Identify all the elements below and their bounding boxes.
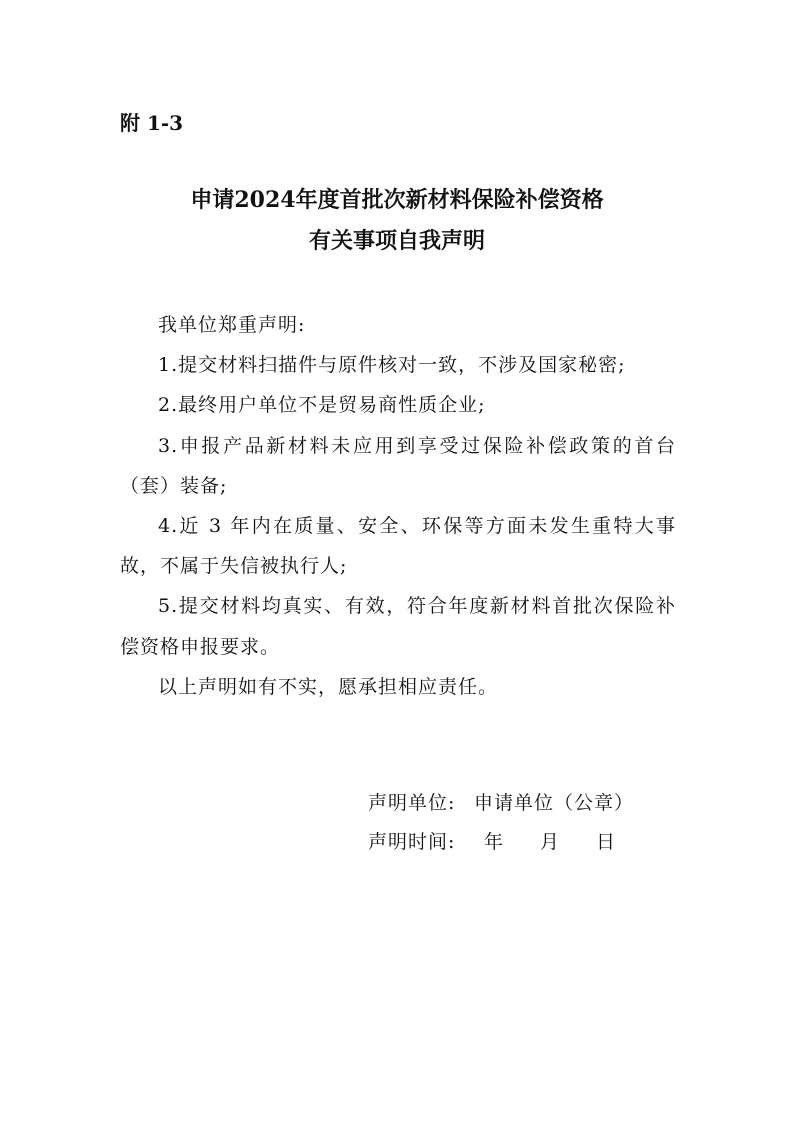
- declaration-intro: 我单位郑重声明:: [158, 314, 306, 336]
- declaration-item-3: 3.申报产品新材料未应用到享受过保险补偿政策的首台（套）装备;: [120, 434, 676, 497]
- document-title-line-2: 有关事项自我声明: [308, 228, 485, 254]
- document-title-line-1: 申请2024年度首批次新材料保险补偿资格: [190, 187, 604, 213]
- signature-time-label: 声明时间:: [368, 831, 456, 853]
- declaration-body: [120, 305, 676, 707]
- date-day-label: 日: [596, 831, 617, 853]
- date-year-label: 年: [484, 831, 505, 853]
- signature-unit-value: 申请单位（公章）: [474, 792, 635, 814]
- signature-unit-label: 声明单位:: [368, 792, 456, 814]
- declaration-item-5: 5.提交材料均真实、有效，符合年度新材料首批次保险补偿资格申报要求。: [120, 595, 676, 658]
- date-month-label: 月: [540, 831, 561, 853]
- signature-time-line: [368, 829, 616, 855]
- signature-unit-line: [368, 790, 634, 816]
- declaration-item-4: 4.近 3 年内在质量、安全、环保等方面未发生重特大事故，不属于失信被执行人;: [120, 515, 676, 578]
- declaration-item-2: 2.最终用户单位不是贸易商性质企业;: [158, 394, 486, 417]
- attachment-label: 附 1-3: [120, 111, 184, 135]
- declaration-closing: 以上声明如有不实，愿承担相应责任。: [158, 675, 499, 698]
- declaration-item-1: 1.提交材料扫描件与原件核对一致，不涉及国家秘密;: [158, 354, 626, 377]
